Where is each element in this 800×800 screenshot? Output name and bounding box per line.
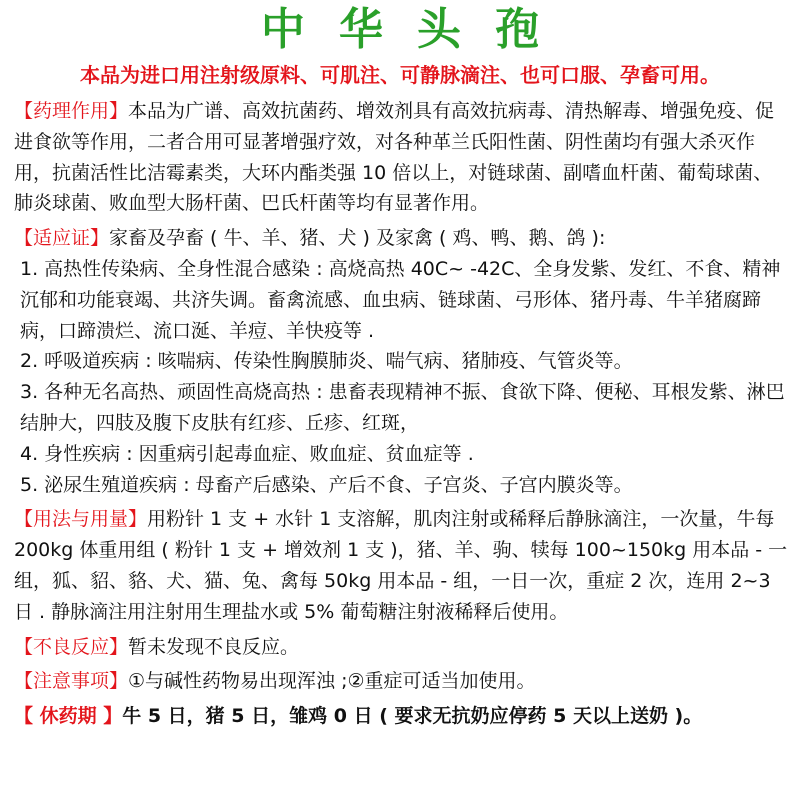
dosage-section [14,504,788,627]
dosage-tag: 【用法与用量】 [14,508,148,531]
indication-item: 4. 身性疾病 : 因重病引起毒血症、败血症、贫血症等 . [20,442,474,465]
indication-item: 3. 各种无名高热、顽固性高烧高热 : 患畜表现精神不振、食欲下降、便秘、耳根发紫、淋巴结肿大，四肢及腹下皮肤有红疹、丘疹、红斑， [20,381,785,434]
adverse-section [14,632,788,663]
notes-text: ①与碱性药物易出现浑浊 ;②重症可适当加使用。 [128,670,536,693]
indication-item: 2. 呼吸道疾病 : 咳喘病、传染性胸膜肺炎、喘气病、猪肺疫、气管炎等。 [20,350,633,373]
pharmacology-text: 本品为广谱、高效抗菌药、增效剂具有高效抗病毒、清热解毒、增强免疫、促进食欲等作用，二者合用可显著增强疗效，对各种革兰氏阳性菌、阴性菌均有强大杀灭作用，抗菌活性比洁霉素类，大环内酯类强 10 倍以上，对链球菌、副嗜血杆菌、葡萄球菌、肺炎球菌、败血型大肠杆菌、巴氏杆菌等均有显著作用。 [14,100,775,215]
page-title: 中华头孢 [261,4,573,55]
withdrawal-text: 牛 5 日，猪 5 日，雏鸡 0 日 ( 要求无抗奶应停药 5 天以上送奶 )。 [122,705,703,728]
notes-section [14,666,788,697]
adverse-tag: 【不良反应】 [14,635,129,658]
indication-item: 5. 泌尿生殖道疾病 : 母畜产后感染、产后不食、子宫炎、子宫内膜炎等。 [20,473,633,496]
dosage-text: 用粉针 1 支 + 水针 1 支溶解，肌肉注射或稀释后静脉滴注，一次量，牛每 200kg 体重用组 ( 粉针 1 支 + 增效剂 1 支 )，猪、羊、驹、犊每 100~150kg 用本品 - 一组，狐、貂、貉、犬、猫、兔、禽每 50kg 用本品 - 组，一日一次，重症 2 次，连用 2~3 日 . 静脉滴注用注射用生理盐水或 5% 葡萄糖注射液稀释后使用。 [14,508,788,623]
indications-section [14,223,788,254]
pharmacology-tag: 【药理作用】 [14,100,129,122]
indications-intro: 家畜及孕畜 ( 牛、羊、猪、犬 ) 及家禽 ( 鸡、鸭、鹅、鸽 ): [109,227,606,250]
indications-tag: 【适应证】 [14,227,110,250]
notes-tag: 【注意事项】 [14,670,129,693]
withdrawal-tag: 【 休药期 】 [14,705,123,728]
subtitle: 本品为进口用注射级原料、可肌注、可静脉滴注、也可口服、孕畜可用。 [80,63,720,87]
withdrawal-section [14,701,788,732]
adverse-text: 暂未发现不良反应。 [128,635,300,658]
indication-item: 1. 高热性传染病、全身性混合感染 : 高烧高热 40C~ -42C、全身发紫、发红、不食、精神沉郁和功能衰竭、共济失调。畜禽流感、血虫病、链球菌、弓形体、猪丹毒、牛羊猪腐蹄病，口蹄溃烂、流口涎、羊痘、羊快疫等 . [20,257,781,342]
document-body [14,96,788,732]
pharmacology-section [14,96,788,219]
